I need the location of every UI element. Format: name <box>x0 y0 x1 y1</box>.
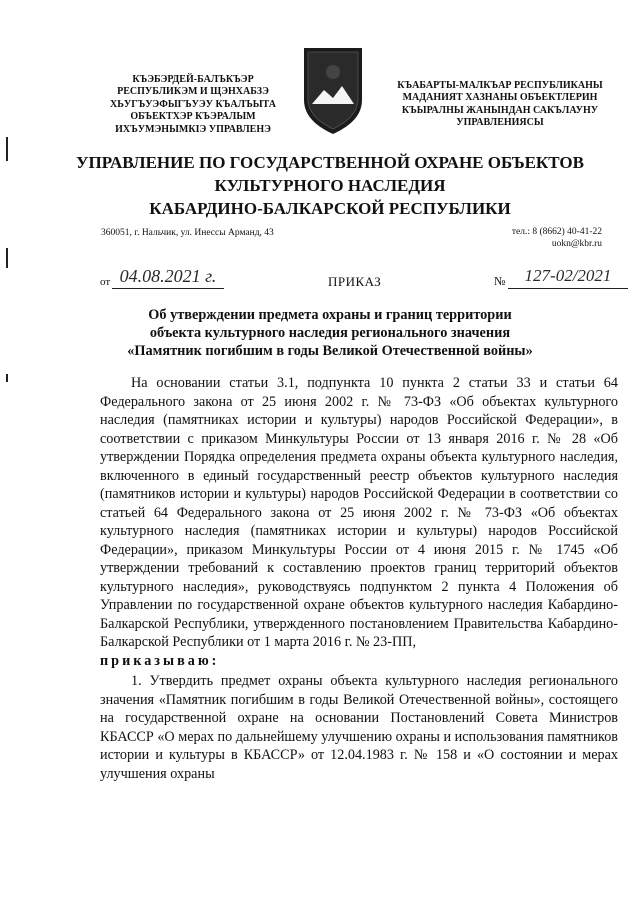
order-subject-line: «Памятник погибшим в годы Великой Отечественной войны» <box>127 343 533 359</box>
order-body <box>100 374 618 783</box>
preamble-paragraph <box>100 374 618 670</box>
header-left-block <box>80 74 306 136</box>
order-subject-line: объекта культурного наследия регионального значения <box>149 325 511 341</box>
organization-address: 360051, г. Нальчик, ул. Инессы Арманд, 43 <box>101 228 274 238</box>
item-1-paragraph: 1. Утвердить предмет охраны объекта культурного наследия регионального значения «Памятник погибшим в годы Великой Отечественной войны», состоящего на государственной охране на основании Постановлений Совета Министров КБАССР «О мерах по дальнейшему улучшению охраны и использования памятников истории и культуры в КБАССР» от 12.04.1983 г. № 158 и «О состоянии и мерах улучшения охраны <box>100 673 618 782</box>
header-right-line: УПРАВЛЕНИЯСЫ <box>456 117 544 129</box>
order-number: 127-02/2021 <box>508 266 628 289</box>
margin-mark <box>6 248 8 268</box>
order-subject <box>70 306 590 360</box>
order-directive-word: приказываю: <box>100 652 220 669</box>
organization-title-line: УПРАВЛЕНИЕ ПО ГОСУДАРСТВЕННОЙ ОХРАНЕ ОБЪЕКТОВ <box>76 153 584 172</box>
organization-phone: тел.: 8 (8662) 40-41-22 <box>511 227 602 237</box>
header-left-line: ИХЪУМЭНЫМКIЭ УПРАВЛЕНЭ <box>115 123 271 135</box>
header-left-line: ОБЪЕКТХЭР КЪЭРАЛЫМ <box>130 111 256 123</box>
organization-title-line: КУЛЬТУРНОГО НАСЛЕДИЯ <box>214 176 446 195</box>
header-left-line: КЪЭБЭРДЕЙ-БАЛЪКЪЭР <box>132 74 254 85</box>
order-number-prefix: № <box>494 274 506 288</box>
margin-mark <box>6 374 8 382</box>
margin-mark <box>6 137 8 161</box>
header-right-line: КЪАБАРТЫ-МАЛКЪАР РЕСПУБЛИКАНЫ <box>397 80 603 91</box>
header-right-block <box>386 80 614 130</box>
organization-title <box>60 151 600 220</box>
organization-email: uokn@kbr.ru <box>551 239 602 249</box>
order-date-prefix: от <box>100 276 111 288</box>
header-right-line: МАДАНИЯТ ХАЗНАНЫ ОБЪЕКТЛЕРИН <box>402 92 598 104</box>
preamble-text: На основании статьи 3.1, подпункта 10 пункта 2 статьи 33 и статьи 64 Федерального закона от 25 июня 2002 г. № 73-ФЗ «Об объектах культурного наследия (памятниках истории и культуры) народов Российской Федерации», в соответствии с приказом Минкультуры России от 13 января 2016 г. № 28 «Об утверждении Порядка определения предмета охраны объекта культурного наследия, включенного в единый государственный реестр объектов культурного наследия (памятников истории и культуры) народов Российской Федерации в соответствии со статьей 64 Федерального закона от 25 июня 2002 г. № 73-ФЗ «Об объектах культурного наследия (памятниках истории и культуры) народов Российской Федерации», приказом Минкультуры России от 4 июня 2015 г. № 1745 «Об утверждении требований к составлению проектов границ территорий объектов культурного наследия», руководствуясь подпунктом 2 пункта 4 Положения об Управлении по государственной охране объектов культурного наследия Кабардино-Балкарской Республики, утвержденного постановлением Правительства Кабардино-Балкарской Республики от 1 марта 2016 г. № 23-ПП, <box>100 375 618 650</box>
coat-of-arms-emblem <box>296 44 370 136</box>
header-right-line: КЪЫРАЛНЫ ЖАНЫНДАН САКЪЛАУНУ <box>401 104 599 116</box>
organization-contacts <box>512 226 602 250</box>
header-left-line: РЕСПУБЛИКЭМ И ЩЭНХАБЗЭ <box>117 86 269 98</box>
order-subject-line: Об утверждении предмета охраны и границ территории <box>148 307 512 323</box>
order-header-row <box>100 266 620 292</box>
order-title: ПРИКАЗ <box>328 274 382 289</box>
order-date: 04.08.2021 г. <box>112 266 224 289</box>
organization-title-line: КАБАРДИНО-БАЛКАРСКОЙ РЕСПУБЛИКИ <box>149 199 511 218</box>
header-left-line: ХЬУГЪУЭФЫГЪУЭУ КЪАЛЪЫТА <box>110 98 276 110</box>
